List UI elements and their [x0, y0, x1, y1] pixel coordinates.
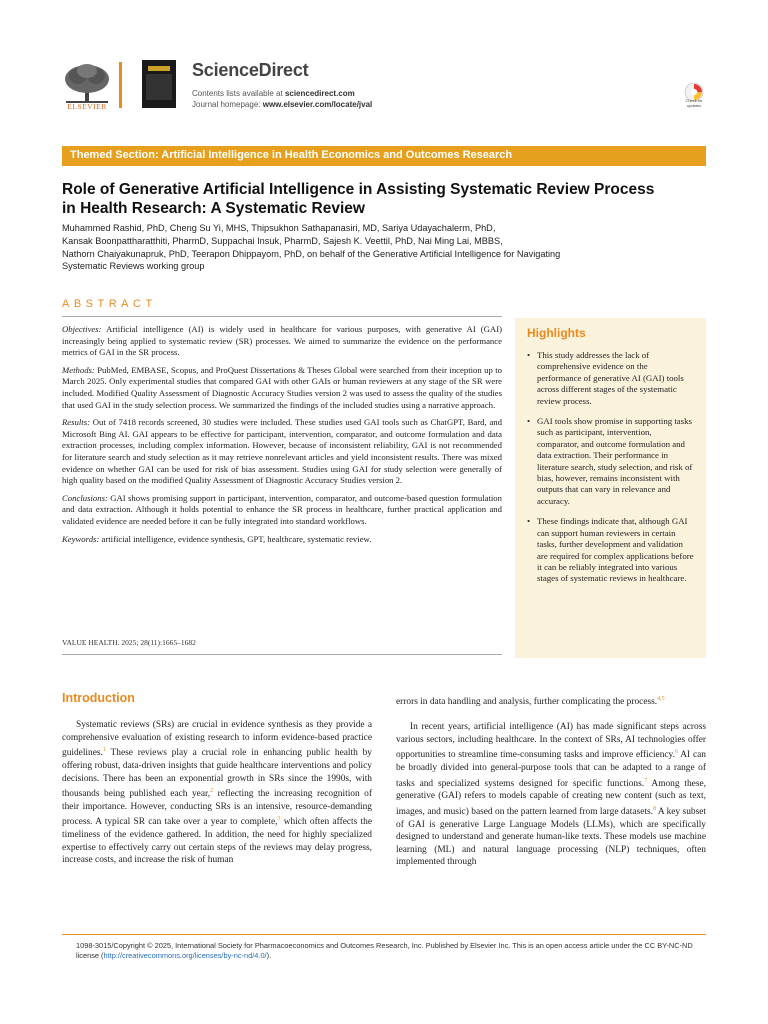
elsevier-wordmark: ELSEVIER — [67, 102, 107, 111]
abstract-bottom-divider — [62, 654, 502, 655]
methods-label: Methods: — [62, 364, 95, 375]
intro-text: which often affects the timeliness of the evidence gathered. In addition, the need for highly specialized expertise to effectively carry out certain steps of the reviews may delay progress, increase costs, and increase the risk of human — [62, 817, 372, 866]
themed-section-banner: Themed Section: Artificial Intelligence in Health Economics and Outcomes Research — [62, 146, 706, 166]
reference-link[interactable]: 1 — [102, 747, 106, 754]
reference-link[interactable]: 8 — [652, 805, 656, 812]
introduction-paragraph-continued — [396, 693, 706, 709]
intro-text: AI can be broadly divided into general-purpose tools that can be adapted to a range of tasks and specialized systems designed for specific functions. — [396, 750, 706, 789]
introduction-paragraph-1 — [62, 719, 372, 867]
copyright-footer — [76, 941, 716, 961]
highlights-box — [515, 318, 706, 658]
introduction-heading: Introduction — [62, 691, 135, 705]
sciencedirect-title[interactable]: ScienceDirect — [192, 60, 309, 80]
abstract-conclusions — [62, 493, 502, 528]
abstract-body — [62, 324, 502, 551]
keywords-label: Keywords: — [62, 533, 100, 544]
intro-text: errors in data handling and analysis, further complicating the process. — [396, 697, 658, 708]
contents-info — [192, 88, 372, 110]
sciencedirect-link[interactable]: sciencedirect.com — [284, 89, 355, 98]
highlight-item: • This study addresses the lack of comprehensive evidence on the performance of generative AI (GAI) tools across different stages of the systematic review process. — [527, 350, 694, 407]
introduction-paragraph-2 — [396, 721, 706, 869]
abstract-objectives — [62, 324, 502, 359]
results-text: Out of 7418 records screened, 30 studies were included. These studies used GAI tools such as ChatGPT, Bard, and Microsoft Bing AI. GAI appears to be effective for participant, intervention, comparator, and outcome formulation and data extraction processes, including complex information. However, because of inconsistent reliability, GAI is not recommended for literature search and study selection as it may retrieve nonrelevant articles and yield inconsistent results. There was mixed evidence on whether GAI can be used for risk of bias assessment. Studies using GAI for study selection were generally of high quality based on the modified Quality Assessment of Diagnostic Accuracy Studies version 2. — [62, 417, 502, 486]
highlight-item: • GAI tools show promise in supporting tasks such as participant, intervention, comparator, and outcome formulation and data extraction. Their performance in literature search, study selection, and risk of bias, however, remains inconsistent with outputs that can vary in relevance and accuracy. — [527, 416, 694, 507]
conclusions-label: Conclusions: — [62, 492, 108, 503]
reference-link[interactable]: 2 — [210, 788, 214, 795]
author-line[interactable]: Nathorn Chaiyakunapruk, PhD, Teerapon Dhippayom, PhD, on behalf of the Generative Artificial Intelligence for Navigating — [62, 248, 561, 259]
abstract-divider — [62, 316, 502, 317]
intro-text: These reviews play a crucial role in enhancing public health by offering robust, data-driven insights that guide healthcare interventions and policy decisions. There has been an exponential growth in SRs since the 1990s, with thousands being published each year, — [62, 748, 372, 800]
footer-divider — [62, 934, 706, 935]
intro-text: Systematic reviews (SRs) are crucial in evidence synthesis as they provide a comprehensive evaluation of existing research to inform evidence-based practice guidelines. — [62, 720, 372, 759]
check-for-updates-label: Check for updates — [685, 98, 703, 108]
article-title: Role of Generative Artificial Intelligence in Assisting Systematic Review Process in Health Research: A Systematic Review — [62, 181, 655, 217]
intro-text: Among these, generative (GAI) refers to models capable of creating new content (such as text, images, and music) based on the pattern learned from large datasets. — [396, 778, 706, 817]
intro-text: reflecting the increasing recognition of their importance. However, conducting SRs is an intensive, resource-demanding process. A typical SR can take over a year to complete, — [62, 789, 372, 828]
copyright-text: 1098-3015/Copyright © 2025, International Society for Pharmacoeconomics and Outcomes Research, Inc. Published by Elsevier Inc. This is an open access article under the CC BY-NC-ND license ( — [76, 941, 693, 960]
author-line[interactable]: Kansak Boonpattharatthiti, PharmD, Suppachai Insuk, PharmD, Sajesh K. Veettil, PhD, Nai Ming Lai, MBBS, — [62, 235, 503, 246]
highlight-item: • These findings indicate that, although GAI can support human reviewers in certain tasks, further development and validation are required for complex applications before it can be reliably integrated into various stages of systematic reviews in healthcare. — [527, 516, 694, 584]
author-line[interactable]: Systematic Reviews working group — [62, 261, 205, 272]
journal-header — [62, 58, 706, 118]
objectives-label: Objectives: — [62, 324, 102, 334]
methods-text: PubMed, EMBASE, Scopus, and ProQuest Dissertations & Theses Global were searched from their inception up to March 2025. Only experimental studies that compared GAI with other GAIs or human reviewers at any stage of the SR were included. Modified Quality Assessment of Diagnostic Accuracy Studies version 2 was used to assess the quality of the studies that used GAI in the study selection process. We summarized the findings of the included studies using a narrative approach. — [62, 364, 502, 410]
reference-link[interactable]: 4,5 — [657, 696, 665, 702]
reference-link[interactable]: 3 — [277, 816, 281, 823]
highlights-title: Highlights — [527, 326, 586, 340]
objectives-text: Artificial intelligence (AI) is widely used in healthcare for various purposes, with generative AI (GAI) increasingly being applied to systematic review (SR) processes. We aimed to summarize the evidence on the performance metrics of GAI in the SR process. — [62, 324, 502, 358]
keywords-text: artificial intelligence, evidence synthesis, GPT, healthcare, systematic review. — [99, 533, 372, 544]
conclusions-text: GAI shows promising support in participant, intervention, comparator, and outcome-based question formulation and data extraction. Although it holds potential to enhance the SR process in healthcare, further practical application and validated evidence are needed before it can be fully integrated into standard workflows. — [62, 492, 502, 526]
abstract-methods — [62, 365, 502, 411]
abstract-heading: ABSTRACT — [62, 298, 157, 310]
copyright-text-end: ). — [266, 951, 272, 960]
highlights-list — [527, 350, 694, 585]
author-line[interactable]: Muhammed Rashid, PhD, Cheng Su Yi, MHS, Thipsukhon Sathapanasiri, MD, Sariya Udayachalerm, PhD, — [62, 223, 496, 233]
journal-homepage-link[interactable]: www.elsevier.com/locate/jval — [262, 100, 373, 109]
homepage-prefix: Journal homepage: — [192, 100, 263, 109]
license-link[interactable]: http://creativecommons.org/licenses/by-nc-nd/4.0/ — [103, 951, 267, 960]
reference-link[interactable]: 6 — [674, 749, 678, 756]
journal-cover-thumbnail[interactable] — [142, 60, 176, 108]
abstract-keywords — [62, 534, 502, 546]
reference-link[interactable]: 7 — [644, 777, 648, 784]
intro-text: In recent years, artificial intelligence (AI) has made significant steps across various sectors, including healthcare. In the context of SRs, AI technologies offer opportunities to streamline time-consuming tasks and improve efficiency. — [396, 722, 706, 761]
abstract-results — [62, 417, 502, 487]
intro-text: A key subset of GAI is generative Large Language Models (LLMs), which are specifically designed to understand and generate human-like texts. These models use machine learning (ML) and natural language processing (NLP) techniques, often implemented through — [396, 806, 706, 868]
journal-citation: VALUE HEALTH. 2025; 28(11):1665–1682 — [62, 638, 196, 647]
results-label: Results: — [62, 417, 90, 428]
author-list — [62, 222, 702, 273]
contents-prefix: Contents lists available at — [192, 89, 285, 98]
header-divider — [119, 62, 122, 108]
